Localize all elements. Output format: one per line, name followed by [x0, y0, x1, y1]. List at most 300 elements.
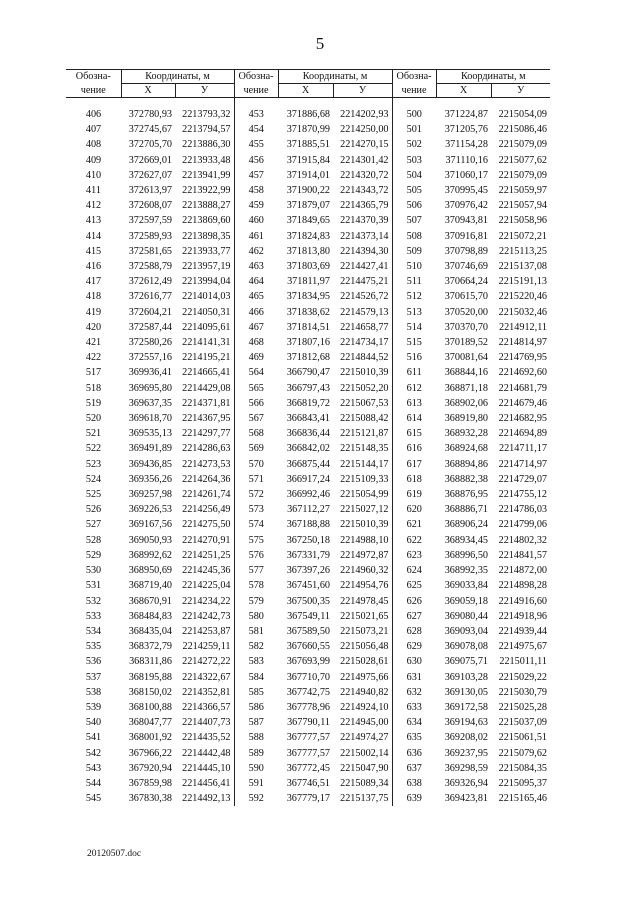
y-coordinate: 2214769,95: [498, 352, 547, 364]
y-coordinate: 2213898,35: [182, 230, 231, 242]
point-number: 637: [392, 761, 436, 776]
coordinates-table: [66, 69, 550, 806]
point-number: 457: [234, 168, 278, 183]
y-coordinate: 2215002,14: [340, 747, 389, 759]
y-coordinate: 2214945,00: [340, 717, 389, 729]
x-coordinate: 372608,07: [128, 200, 172, 212]
y-coordinate: 2214343,72: [340, 185, 389, 197]
point-number: 406: [85, 109, 102, 120]
point-number: 520: [85, 413, 102, 425]
x-coordinate: 369078,08: [444, 641, 488, 653]
table-row: [66, 168, 550, 183]
point-number: 537: [85, 671, 102, 683]
x-coordinate: 371879,07: [286, 200, 330, 212]
x-coordinate: 368996,50: [444, 549, 488, 561]
table-row: [66, 730, 550, 745]
point-number: 588: [234, 730, 278, 745]
point-number: 464: [234, 274, 278, 289]
point-number: 466: [234, 305, 278, 320]
point-number: 579: [234, 594, 278, 609]
y-coordinate: 2214245,36: [182, 565, 231, 577]
x-coordinate: 368150,02: [128, 686, 172, 698]
x-coordinate: 368950,69: [128, 565, 172, 577]
y-coordinate: 2214352,81: [182, 686, 231, 698]
point-number: 501: [392, 122, 436, 137]
y-coordinate: 2215047,90: [340, 762, 389, 774]
point-number: 460: [234, 213, 278, 228]
y-coordinate: 2214692,60: [498, 367, 547, 379]
table-row: [66, 198, 550, 213]
x-coordinate: 371870,99: [286, 124, 330, 136]
x-coordinate: 372705,70: [128, 139, 172, 151]
y-coordinate: 2215058,96: [498, 215, 547, 227]
point-number: 417: [85, 276, 102, 288]
point-number: 422: [85, 352, 102, 364]
y-coordinate: 2215148,35: [340, 443, 389, 455]
y-coordinate: 2215061,51: [498, 732, 547, 744]
y-coordinate: 2214366,57: [182, 701, 231, 713]
y-coordinate: 2214802,32: [498, 534, 547, 546]
table-row: [66, 594, 550, 609]
designation-header-cont: чение: [66, 84, 121, 98]
point-number: 535: [85, 641, 102, 653]
x-coordinate: 367772,45: [286, 762, 330, 774]
point-number: 622: [392, 533, 436, 548]
y-coordinate: 2214729,07: [498, 473, 547, 485]
x-coordinate: 372588,79: [128, 261, 172, 273]
point-number: 577: [234, 563, 278, 578]
x-coordinate: 368876,95: [444, 489, 488, 501]
x-coordinate: 366842,02: [286, 443, 330, 455]
point-number: 633: [392, 700, 436, 715]
point-number: 611: [392, 365, 436, 380]
point-number: 532: [85, 595, 102, 607]
point-number: 502: [392, 137, 436, 152]
point-number: 524: [85, 473, 102, 485]
y-coordinate: 2214371,81: [182, 397, 231, 409]
y-coordinate: 2215121,87: [340, 428, 389, 440]
point-number: 570: [234, 457, 278, 472]
point-number: 625: [392, 578, 436, 593]
table-header: [66, 70, 550, 98]
point-number: 586: [234, 700, 278, 715]
x-coordinate: 371813,80: [286, 245, 330, 257]
y-coordinate: 2214141,31: [182, 337, 231, 349]
page-number: 5: [315, 34, 325, 53]
point-number: 500: [392, 98, 436, 123]
y-coordinate: 2215095,37: [498, 777, 547, 789]
x-coordinate: 367966,22: [128, 747, 172, 759]
y-coordinate: 2215113,25: [498, 245, 547, 257]
point-number: 544: [85, 777, 102, 789]
x-coordinate: 371811,97: [287, 276, 330, 288]
point-number: 585: [234, 685, 278, 700]
table-row: [66, 472, 550, 487]
table-row: [66, 639, 550, 654]
y-header: У: [175, 84, 234, 98]
x-coordinate: 370664,24: [444, 276, 488, 288]
x-coordinate: 372669,01: [128, 154, 172, 166]
y-coordinate: 2215220,46: [498, 291, 547, 303]
point-number: 522: [85, 443, 102, 455]
x-coordinate: 370943,81: [444, 215, 488, 227]
y-coordinate: 2215088,42: [340, 413, 389, 425]
y-coordinate: 2214234,22: [182, 595, 231, 607]
y-coordinate: 2214799,06: [498, 519, 547, 531]
y-coordinate: 2214734,17: [340, 337, 389, 349]
y-coordinate: 2214924,10: [340, 701, 389, 713]
table-row: [66, 715, 550, 730]
x-coordinate: 369059,18: [444, 595, 488, 607]
y-coordinate: 2215054,99: [340, 489, 389, 501]
y-coordinate: 2213922,99: [182, 185, 231, 197]
y-coordinate: 2214394,30: [340, 245, 389, 257]
point-number: 612: [392, 381, 436, 396]
point-number: 456: [234, 153, 278, 168]
x-coordinate: 367660,55: [286, 641, 330, 653]
y-coordinate: 2214975,67: [498, 641, 547, 653]
y-coordinate: 2214445,10: [182, 762, 231, 774]
y-coordinate: 2215144,17: [340, 458, 389, 470]
x-coordinate: 368047,77: [128, 717, 172, 729]
point-number: 507: [392, 213, 436, 228]
y-coordinate: 2214242,73: [182, 610, 231, 622]
y-coordinate: 2214960,32: [340, 565, 389, 577]
x-coordinate: 367549,11: [287, 610, 330, 622]
x-coordinate: 367859,98: [128, 777, 172, 789]
point-number: 523: [85, 458, 102, 470]
point-number: 504: [392, 168, 436, 183]
table-row: [66, 274, 550, 289]
table-row: [66, 259, 550, 274]
point-number: 513: [392, 305, 436, 320]
x-coordinate: 368934,45: [444, 534, 488, 546]
point-number: 639: [392, 791, 436, 806]
x-coordinate: 367250,18: [286, 534, 330, 546]
x-coordinate: 366790,47: [286, 367, 330, 379]
table-row: [66, 426, 550, 441]
y-coordinate: 2214526,72: [340, 291, 389, 303]
x-coordinate: 368919,80: [444, 413, 488, 425]
y-coordinate: 2215089,34: [340, 777, 389, 789]
y-coordinate: 2214456,41: [182, 777, 231, 789]
x-coordinate: 368670,91: [128, 595, 172, 607]
table-row: [66, 441, 550, 456]
x-coordinate: 371814,51: [286, 321, 330, 333]
x-coordinate: 366797,43: [286, 382, 330, 394]
y-coordinate: 2214681,79: [498, 382, 547, 394]
point-number: 616: [392, 441, 436, 456]
y-header: У: [333, 84, 392, 98]
point-number: 623: [392, 548, 436, 563]
y-coordinate: 2214912,11: [498, 321, 547, 333]
y-coordinate: 2215073,21: [340, 625, 389, 637]
x-coordinate: 372589,93: [128, 230, 172, 242]
y-coordinate: 2214974,27: [340, 732, 389, 744]
x-coordinate: 369226,53: [128, 504, 172, 516]
x-coordinate: 370081,64: [444, 352, 488, 364]
x-coordinate: 371834,95: [286, 291, 330, 303]
point-number: 469: [234, 350, 278, 365]
y-coordinate: 2214492,13: [182, 793, 231, 805]
y-coordinate: 2215077,62: [498, 154, 547, 166]
x-coordinate: 369637,35: [128, 397, 172, 409]
point-number: 573: [234, 502, 278, 517]
x-coordinate: 366819,72: [286, 397, 330, 409]
point-number: 629: [392, 639, 436, 654]
y-coordinate: 2215084,35: [498, 762, 547, 774]
y-coordinate: 2214975,66: [340, 671, 389, 683]
x-coordinate: 367112,27: [287, 504, 330, 516]
y-coordinate: 2214916,60: [498, 595, 547, 607]
point-number: 567: [234, 411, 278, 426]
point-number: 465: [234, 289, 278, 304]
point-number: 617: [392, 457, 436, 472]
point-number: 467: [234, 320, 278, 335]
table-row: [66, 229, 550, 244]
y-coordinate: 2214370,39: [340, 215, 389, 227]
x-coordinate: 367830,38: [128, 793, 172, 805]
point-number: 512: [392, 289, 436, 304]
point-number: 529: [85, 549, 102, 561]
y-coordinate: 2214918,96: [498, 610, 547, 622]
footer-filename: 20120507.doc: [87, 849, 142, 859]
y-coordinate: 2213869,60: [182, 215, 231, 227]
point-number: 412: [85, 200, 102, 212]
point-number: 453: [234, 98, 278, 123]
coordinates-header: Координаты, м: [121, 70, 234, 84]
y-coordinate: 2215079,62: [498, 747, 547, 759]
point-number: 527: [85, 519, 102, 531]
y-coordinate: 2215025,28: [498, 701, 547, 713]
point-number: 614: [392, 411, 436, 426]
point-number: 414: [85, 230, 102, 242]
x-coordinate: 369033,84: [444, 580, 488, 592]
point-number: 515: [392, 335, 436, 350]
y-coordinate: 2214322,67: [182, 671, 231, 683]
point-number: 539: [85, 701, 102, 713]
table-row: [66, 685, 550, 700]
x-coordinate: 367693,99: [286, 656, 330, 668]
x-coordinate: 370798,89: [444, 245, 488, 257]
x-coordinate: 372616,77: [128, 291, 172, 303]
y-coordinate: 2215030,79: [498, 686, 547, 698]
y-coordinate: 2214253,87: [182, 625, 231, 637]
point-number: 530: [85, 565, 102, 577]
y-coordinate: 2214755,12: [498, 489, 547, 501]
y-coordinate: 2214256,49: [182, 504, 231, 516]
x-coordinate: 368484,83: [128, 610, 172, 622]
point-number: 582: [234, 639, 278, 654]
y-coordinate: 2214259,11: [182, 641, 231, 653]
point-number: 536: [85, 656, 102, 668]
table-row: [66, 548, 550, 563]
y-coordinate: 2214407,73: [182, 717, 231, 729]
y-coordinate: 2215109,33: [340, 473, 389, 485]
point-number: 545: [85, 793, 102, 805]
point-number: 407: [85, 124, 102, 136]
x-coordinate: 371154,28: [445, 139, 488, 151]
y-coordinate: 2214195,21: [182, 352, 231, 364]
point-number: 517: [85, 367, 102, 379]
x-coordinate: 368001,92: [128, 732, 172, 744]
point-number: 458: [234, 183, 278, 198]
point-number: 538: [85, 686, 102, 698]
x-coordinate: 370615,70: [444, 291, 488, 303]
x-coordinate: 369618,70: [128, 413, 172, 425]
table-row: [66, 457, 550, 472]
y-coordinate: 2215054,09: [498, 109, 547, 120]
point-number: 521: [85, 428, 102, 440]
x-coordinate: 368435,04: [128, 625, 172, 637]
point-number: 564: [234, 365, 278, 380]
point-number: 518: [85, 382, 102, 394]
x-coordinate: 371807,16: [286, 337, 330, 349]
designation-header: Обозна-: [234, 70, 278, 84]
x-coordinate: 367710,70: [286, 671, 330, 683]
x-coordinate: 368871,18: [444, 382, 488, 394]
x-coordinate: 370916,81: [444, 230, 488, 242]
designation-header-cont: чение: [392, 84, 436, 98]
point-number: 455: [234, 137, 278, 152]
x-coordinate: 371885,51: [286, 139, 330, 151]
y-coordinate: 2214658,77: [340, 321, 389, 333]
point-number: 503: [392, 153, 436, 168]
table-row: [66, 244, 550, 259]
x-coordinate: 369208,02: [444, 732, 488, 744]
x-coordinate: 372612,49: [128, 276, 172, 288]
x-coordinate: 369075,71: [444, 656, 488, 668]
x-coordinate: 369695,80: [128, 382, 172, 394]
x-coordinate: 368886,71: [444, 504, 488, 516]
x-coordinate: 371803,69: [286, 261, 330, 273]
y-coordinate: 2214050,31: [182, 306, 231, 318]
designation-header-cont: чение: [234, 84, 278, 98]
table-row: [66, 578, 550, 593]
point-number: 519: [85, 397, 102, 409]
point-number: 421: [85, 337, 102, 349]
table-row: [66, 381, 550, 396]
x-coordinate: 367451,60: [286, 580, 330, 592]
x-coordinate: 368932,28: [444, 428, 488, 440]
table-row: [66, 609, 550, 624]
point-number: 506: [392, 198, 436, 213]
point-number: 574: [234, 517, 278, 532]
x-coordinate: 369491,89: [128, 443, 172, 455]
table-row: [66, 289, 550, 304]
y-coordinate: 2215086,46: [498, 124, 547, 136]
x-coordinate: 367790,11: [287, 717, 330, 729]
y-coordinate: 2214972,87: [340, 549, 389, 561]
x-coordinate: 367746,51: [286, 777, 330, 789]
table-row: [66, 670, 550, 685]
y-coordinate: 2213886,30: [182, 139, 231, 151]
x-coordinate: 372780,93: [128, 109, 172, 120]
table-row: [66, 122, 550, 137]
coordinates-header: Координаты, м: [436, 70, 550, 84]
x-coordinate: 369237,95: [444, 747, 488, 759]
y-coordinate: 2214286,63: [182, 443, 231, 455]
x-coordinate: 368882,38: [444, 473, 488, 485]
y-coordinate: 2214272,22: [182, 656, 231, 668]
table-row: [66, 137, 550, 152]
point-number: 583: [234, 654, 278, 669]
point-number: 459: [234, 198, 278, 213]
y-coordinate: 2214365,79: [340, 200, 389, 212]
table-row: [66, 517, 550, 532]
x-coordinate: 371224,87: [444, 109, 488, 120]
y-coordinate: 2214273,53: [182, 458, 231, 470]
table-row: [66, 776, 550, 791]
point-number: 613: [392, 396, 436, 411]
point-number: 540: [85, 717, 102, 729]
x-header: X: [121, 84, 175, 98]
x-coordinate: 369936,41: [128, 367, 172, 379]
table-row: [66, 502, 550, 517]
point-number: 631: [392, 670, 436, 685]
table-row: [66, 746, 550, 761]
point-number: 543: [85, 762, 102, 774]
y-coordinate: 2215010,39: [340, 367, 389, 379]
x-coordinate: 369130,05: [444, 686, 488, 698]
point-number: 621: [392, 517, 436, 532]
point-number: 626: [392, 594, 436, 609]
point-number: 628: [392, 624, 436, 639]
x-coordinate: 369257,98: [128, 489, 172, 501]
table-row: [66, 700, 550, 715]
point-number: 463: [234, 259, 278, 274]
table-row: [66, 98, 550, 123]
table-row: [66, 411, 550, 426]
point-number: 505: [392, 183, 436, 198]
y-coordinate: 2214939,44: [498, 625, 547, 637]
table-row: [66, 213, 550, 228]
table-row: [66, 624, 550, 639]
x-coordinate: 369535,13: [128, 428, 172, 440]
y-coordinate: 2213794,57: [182, 124, 231, 136]
x-coordinate: 367777,57: [286, 732, 330, 744]
table-row: [66, 365, 550, 380]
x-coordinate: 367920,94: [128, 762, 172, 774]
point-number: 420: [85, 321, 102, 333]
x-coordinate: 370976,42: [444, 200, 488, 212]
x-coordinate: 367777,57: [286, 747, 330, 759]
y-coordinate: 2214786,03: [498, 504, 547, 516]
y-coordinate: 2214682,95: [498, 413, 547, 425]
table-row: [66, 761, 550, 776]
point-number: 418: [85, 291, 102, 303]
y-coordinate: 2214872,00: [498, 565, 547, 577]
x-coordinate: 372745,67: [128, 124, 172, 136]
x-coordinate: 371915,84: [286, 154, 330, 166]
y-coordinate: 2214714,97: [498, 458, 547, 470]
point-number: 541: [85, 732, 102, 744]
point-number: 534: [85, 625, 102, 637]
x-coordinate: 370370,70: [444, 321, 488, 333]
y-coordinate: 2214954,76: [340, 580, 389, 592]
y-coordinate: 2214275,50: [182, 519, 231, 531]
y-coordinate: 2215191,13: [498, 276, 547, 288]
y-coordinate: 2214320,72: [340, 169, 389, 181]
y-coordinate: 2215137,08: [498, 261, 547, 273]
y-coordinate: 2215072,21: [498, 230, 547, 242]
point-number: 634: [392, 715, 436, 730]
x-coordinate: 369298,59: [444, 762, 488, 774]
table-row: [66, 533, 550, 548]
x-coordinate: 367397,26: [286, 565, 330, 577]
y-coordinate: 2215067,53: [340, 397, 389, 409]
y-coordinate: 2215052,20: [340, 382, 389, 394]
